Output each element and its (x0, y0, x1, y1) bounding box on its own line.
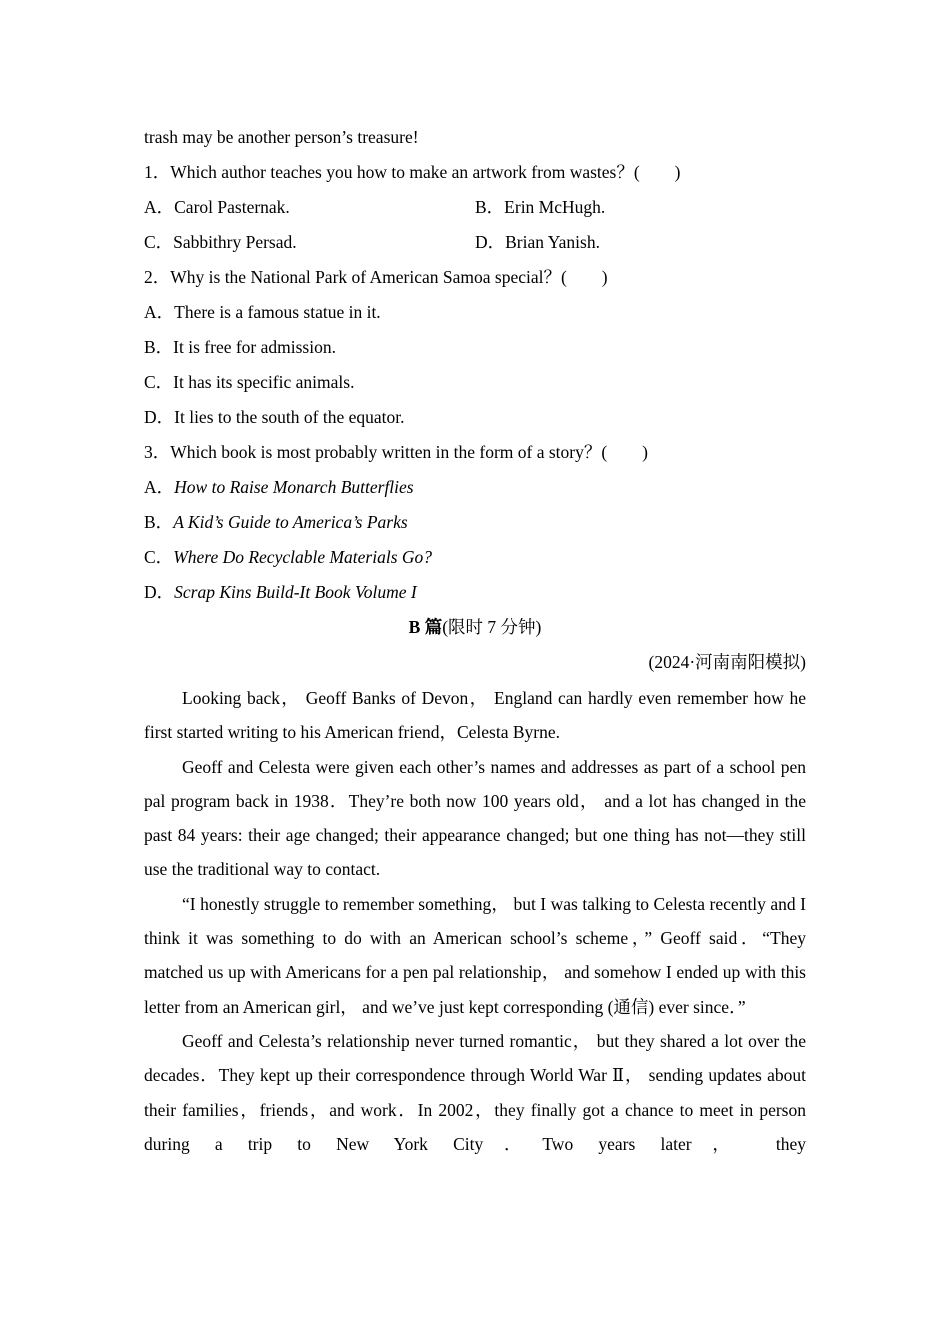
section-source: (2024·河南南阳模拟) (648, 652, 806, 672)
option-label: C． (144, 547, 174, 567)
question-3-option-c (144, 541, 806, 576)
question-1-option-c: C．Sabbithry Persad. (144, 232, 297, 252)
question-1-option-d: D．Brian Yanish. (475, 232, 600, 252)
question-1-option-a: A．Carol Pasternak. (144, 197, 290, 217)
question-3-stem: 3．Which book is most probably written in the form of a story？( ) (144, 442, 649, 462)
book-title: A Kid’s Guide to America’s Parks (173, 512, 408, 532)
book-title: Scrap Kins Build-It Book Volume I (174, 582, 417, 602)
section-heading (144, 611, 806, 646)
section-time-limit: (限时 7 分钟) (442, 617, 542, 637)
passage-paragraph-2: Geoff and Celesta were given each other’s names and addresses as part of a school pen pal program back in 1938．They’re both now 100 years old， and a lot has changed in the past 84 years: their age changed; their appearance changed; but one thing has not—they still use the traditional way to contact. (144, 756, 806, 880)
document-page (144, 121, 806, 1161)
book-title: How to Raise Monarch Butterflies (174, 477, 414, 497)
question-2-option-a: A．There is a famous statue in it. (144, 302, 381, 322)
section-title: B 篇 (408, 617, 443, 637)
question-1-options-row-1 (144, 191, 806, 226)
passage-paragraph-3: “I honestly struggle to remember something， but I was talking to Celesta recently and I think it was something to do with an American school’s scheme，” Geoff said．“They matched us up with Americans for a pen pal relationship， and somehow I ended up with this letter from an American girl， and we’ve just kept corresponding (通信) ever since．” (144, 893, 806, 1017)
passage-paragraph-1: Looking back， Geoff Banks of Devon， England can hardly even remember how he first started writing to his American friend，Celesta Byrne. (144, 688, 806, 743)
option-label: B． (144, 512, 174, 532)
question-3-option-a (144, 471, 806, 506)
intro-tail-text: trash may be another person’s treasure! (144, 127, 419, 147)
question-1-stem: 1．Which author teaches you how to make an artwork from wastes？( ) (144, 162, 681, 182)
question-2-option-d: D．It lies to the south of the equator. (144, 407, 405, 427)
passage-paragraph-4: Geoff and Celesta’s relationship never turned romantic， but they shared a lot over the decades．They kept up their correspondence through World War Ⅱ， sending updates about their families，friends，and work．In 2002，they finally got a chance to meet in person during a trip to New York City．Two years later， they (144, 1030, 806, 1154)
question-3-option-b (144, 506, 806, 541)
book-title: Where Do Recyclable Materials Go? (173, 547, 433, 567)
question-3-option-d (144, 576, 806, 611)
option-label: A． (144, 477, 175, 497)
question-1-option-b: B．Erin McHugh. (475, 197, 606, 217)
question-2-option-b: B．It is free for admission. (144, 337, 336, 357)
question-2-option-c: C．It has its specific animals. (144, 372, 355, 392)
question-2-stem: 2．Why is the National Park of American Samoa special？( ) (144, 267, 608, 287)
question-1-options-row-2 (144, 226, 806, 261)
option-label: D． (144, 582, 175, 602)
